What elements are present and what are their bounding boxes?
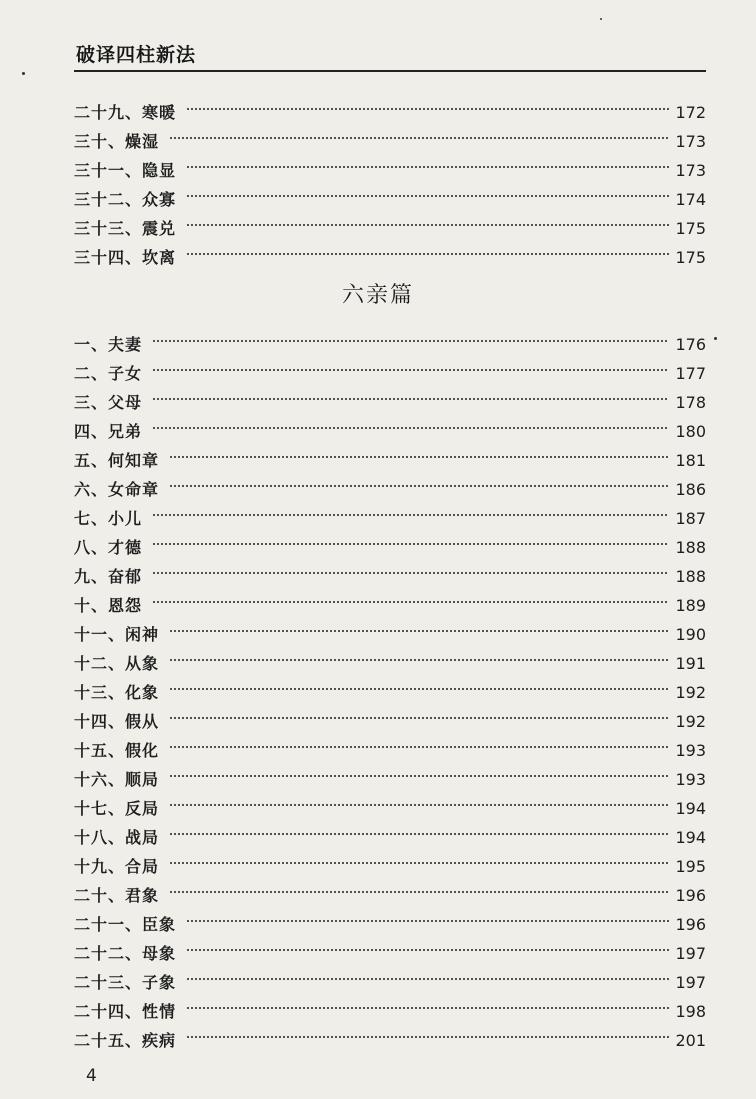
toc-entry-page: 193 xyxy=(675,770,706,789)
dot-leader xyxy=(169,872,669,901)
toc-entry-label: 十一、闲神 xyxy=(74,625,160,644)
toc-list-continued xyxy=(74,89,706,267)
toc-entry-page: 194 xyxy=(675,799,706,818)
toc-list-liuqin xyxy=(74,321,706,1050)
toc-entry-label: 十六、顺局 xyxy=(74,770,160,789)
dot-leader xyxy=(186,205,669,234)
dot-leader xyxy=(186,147,669,176)
toc-entry-label: 十四、假从 xyxy=(74,712,160,731)
toc-entry-label: 三十一、隐显 xyxy=(74,161,177,180)
print-speck xyxy=(600,18,602,20)
dot-leader xyxy=(186,930,669,959)
toc-entry-page: 192 xyxy=(675,683,706,702)
toc-entry-page: 195 xyxy=(675,857,706,876)
toc-entry[interactable] xyxy=(74,437,706,470)
toc-entry-label: 二十九、寒暖 xyxy=(74,103,177,122)
toc-entry-label: 二十二、母象 xyxy=(74,944,177,963)
toc-entry[interactable] xyxy=(74,553,706,586)
dot-leader xyxy=(169,814,669,843)
toc-entry-page: 173 xyxy=(675,161,706,180)
toc-entry-page: 190 xyxy=(675,625,706,644)
dot-leader xyxy=(169,785,669,814)
toc-entry-page: 187 xyxy=(675,509,706,528)
dot-leader xyxy=(152,408,669,437)
toc-entry[interactable] xyxy=(74,901,706,934)
toc-entry-page: 191 xyxy=(675,654,706,673)
toc-entry-label: 十九、合局 xyxy=(74,857,160,876)
toc-entry-label: 五、何知章 xyxy=(74,451,160,470)
toc-entry-label: 三、父母 xyxy=(74,393,143,412)
toc-entry[interactable] xyxy=(74,669,706,702)
dot-leader xyxy=(186,901,669,930)
toc-entry-label: 三十四、坎离 xyxy=(74,248,177,267)
dot-leader xyxy=(169,437,669,466)
toc-entry-page: 201 xyxy=(675,1031,706,1050)
print-speck xyxy=(714,337,717,340)
toc-entry-page: 196 xyxy=(675,915,706,934)
toc-entry-label: 十八、战局 xyxy=(74,828,160,847)
toc-entry-label: 十三、化象 xyxy=(74,683,160,702)
toc-entry[interactable] xyxy=(74,466,706,499)
dot-leader xyxy=(152,379,669,408)
toc-entry-page: 175 xyxy=(675,248,706,267)
dot-leader xyxy=(152,495,669,524)
toc-entry[interactable] xyxy=(74,89,706,122)
toc-entry-page: 186 xyxy=(675,480,706,499)
dot-leader xyxy=(152,582,669,611)
dot-leader xyxy=(186,176,669,205)
dot-leader xyxy=(169,669,669,698)
toc-entry[interactable] xyxy=(74,321,706,354)
toc-entry[interactable] xyxy=(74,408,706,441)
toc-entry[interactable] xyxy=(74,379,706,412)
dot-leader xyxy=(169,756,669,785)
toc-entry-label: 四、兄弟 xyxy=(74,422,143,441)
toc-entry-page: 180 xyxy=(675,422,706,441)
toc-entry-page: 193 xyxy=(675,741,706,760)
toc-entry[interactable] xyxy=(74,872,706,905)
toc-entry-page: 177 xyxy=(675,364,706,383)
toc-entry-page: 174 xyxy=(675,190,706,209)
toc-entry-label: 七、小儿 xyxy=(74,509,143,528)
toc-entry-page: 194 xyxy=(675,828,706,847)
dot-leader xyxy=(186,1017,669,1046)
toc-entry-label: 二十五、疾病 xyxy=(74,1031,177,1050)
running-header xyxy=(74,36,706,72)
toc-entry-page: 175 xyxy=(675,219,706,238)
toc-entry-page: 176 xyxy=(675,335,706,354)
print-speck xyxy=(22,72,25,75)
dot-leader xyxy=(169,611,669,640)
toc-entry-page: 197 xyxy=(675,973,706,992)
dot-leader xyxy=(169,640,669,669)
section-title: 六亲篇 xyxy=(341,283,414,308)
toc-entry-page: 196 xyxy=(675,886,706,905)
toc-entry-label: 二十三、子象 xyxy=(74,973,177,992)
toc-entry[interactable] xyxy=(74,147,706,180)
toc-entry-label: 二、子女 xyxy=(74,364,143,383)
toc-entry-page: 192 xyxy=(675,712,706,731)
toc-entry-label: 九、奋郁 xyxy=(74,567,143,586)
toc-entry[interactable] xyxy=(74,756,706,789)
toc-entry-label: 二十四、性情 xyxy=(74,1002,177,1021)
toc-entry-page: 173 xyxy=(675,132,706,151)
dot-leader xyxy=(169,698,669,727)
toc-entry-label: 十五、假化 xyxy=(74,741,160,760)
toc-entry-page: 188 xyxy=(675,567,706,586)
toc-entry[interactable] xyxy=(74,843,706,876)
dot-leader xyxy=(169,843,669,872)
toc-entry[interactable] xyxy=(74,727,706,760)
toc-entry[interactable] xyxy=(74,698,706,731)
toc-entry-label: 三十二、众寡 xyxy=(74,190,177,209)
dot-leader xyxy=(186,959,669,988)
toc-entry-page: 172 xyxy=(675,103,706,122)
book-title: 破译四柱新法 xyxy=(76,44,197,66)
toc-entry-page: 197 xyxy=(675,944,706,963)
toc-entry[interactable] xyxy=(74,611,706,644)
toc-entry-page: 181 xyxy=(675,451,706,470)
toc-entry[interactable] xyxy=(74,640,706,673)
dot-leader xyxy=(169,727,669,756)
dot-leader xyxy=(186,234,669,263)
toc-entry-label: 八、才德 xyxy=(74,538,143,557)
toc-entry[interactable] xyxy=(74,118,706,151)
toc-entry-page: 189 xyxy=(675,596,706,615)
toc-entry-label: 六、女命章 xyxy=(74,480,160,499)
dot-leader xyxy=(186,988,669,1017)
dot-leader xyxy=(169,118,669,147)
dot-leader xyxy=(152,524,669,553)
dot-leader xyxy=(186,89,669,118)
toc-entry-label: 三十、燥湿 xyxy=(74,132,160,151)
toc-entry-label: 二十、君象 xyxy=(74,886,160,905)
toc-entry[interactable] xyxy=(74,524,706,557)
toc-entry-label: 二十一、臣象 xyxy=(74,915,177,934)
toc-entry-label: 三十三、震兑 xyxy=(74,219,177,238)
toc-entry-label: 十、恩怨 xyxy=(74,596,143,615)
toc-entry[interactable] xyxy=(74,350,706,383)
toc-entry-label: 十七、反局 xyxy=(74,799,160,818)
dot-leader xyxy=(152,321,669,350)
dot-leader xyxy=(152,350,669,379)
toc-entry-page: 178 xyxy=(675,393,706,412)
toc-entry[interactable] xyxy=(74,495,706,528)
toc-entry-label: 一、夫妻 xyxy=(74,335,143,354)
toc-entry-page: 188 xyxy=(675,538,706,557)
page-number: 4 xyxy=(86,1066,97,1086)
toc-entry[interactable] xyxy=(74,814,706,847)
toc-entry[interactable] xyxy=(74,785,706,818)
toc-entry-page: 198 xyxy=(675,1002,706,1021)
toc-entry[interactable] xyxy=(74,582,706,615)
dot-leader xyxy=(152,553,669,582)
toc-entry-label: 十二、从象 xyxy=(74,654,160,673)
dot-leader xyxy=(169,466,669,495)
